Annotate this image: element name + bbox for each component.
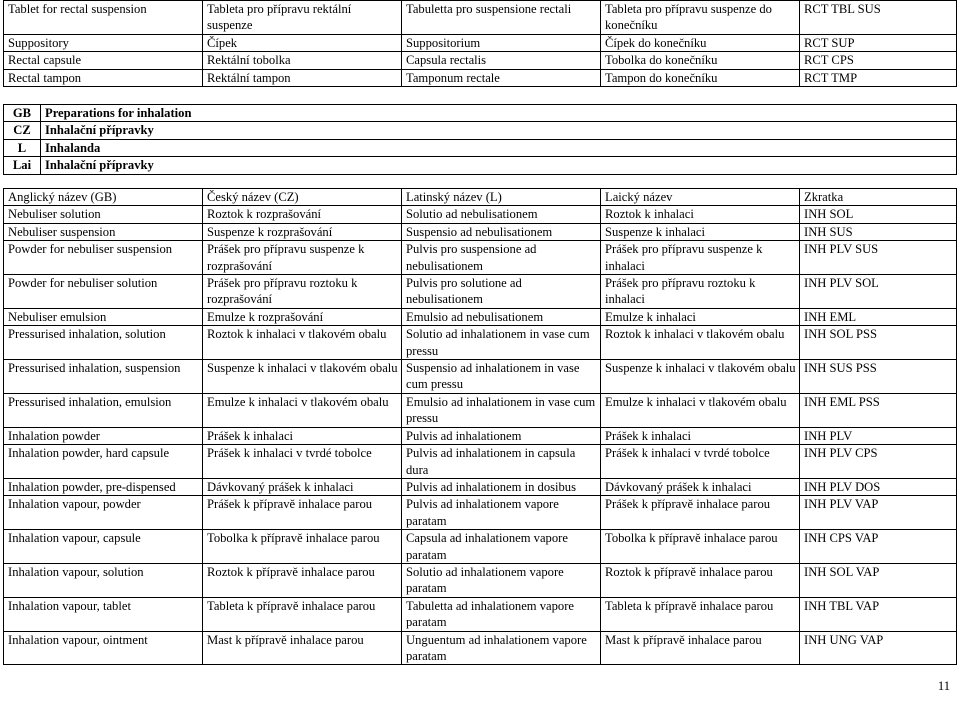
table-cell: Capsula rectalis xyxy=(402,52,601,69)
table-cell: Čípek xyxy=(203,34,402,51)
table-cell: RCT SUP xyxy=(800,34,957,51)
table-header-row xyxy=(4,189,957,206)
table-cell: Nebuliser emulsion xyxy=(4,308,203,325)
table-cell: INH SOL xyxy=(800,206,957,223)
table-cell: Solutio ad nebulisationem xyxy=(402,206,601,223)
table-cell: Suspensio ad nebulisationem xyxy=(402,223,601,240)
table-row xyxy=(4,241,957,275)
table-cell: Emulze k inhalaci v tlakovém obalu xyxy=(203,393,402,427)
table-cell: Inhalation vapour, tablet xyxy=(4,597,203,631)
table-cell: Tableta k přípravě inhalace parou xyxy=(601,597,800,631)
table-cell: Roztok k přípravě inhalace parou xyxy=(203,563,402,597)
table-cell: Inhalation vapour, capsule xyxy=(4,530,203,564)
column-header: Latinský název (L) xyxy=(402,189,601,206)
table-cell: Suspensio ad inhalationem in vase cum pressu xyxy=(402,360,601,394)
table-cell: Roztok k inhalaci xyxy=(601,206,800,223)
table-cell: Prášek k inhalaci xyxy=(203,427,402,444)
table-row xyxy=(4,597,957,631)
table-row xyxy=(4,1,957,35)
table-cell: Emulze k inhalaci xyxy=(601,308,800,325)
table-cell: Roztok k inhalaci v tlakovém obalu xyxy=(203,326,402,360)
section-heading-table xyxy=(3,104,957,175)
language-code: CZ xyxy=(4,122,41,139)
table-cell: INH PLV SUS xyxy=(800,241,957,275)
table-cell: Prášek pro přípravu roztoku k rozprašování xyxy=(203,275,402,309)
table-row xyxy=(4,206,957,223)
table-cell: INH SUS xyxy=(800,223,957,240)
table-cell: Suppositorium xyxy=(402,34,601,51)
table-cell: Prášek k přípravě inhalace parou xyxy=(203,496,402,530)
table-cell: Inhalation vapour, solution xyxy=(4,563,203,597)
table-cell: INH PLV SOL xyxy=(800,275,957,309)
table-cell: Powder for nebuliser suspension xyxy=(4,241,203,275)
table-row xyxy=(4,563,957,597)
table-cell: Pressurised inhalation, solution xyxy=(4,326,203,360)
table-cell: Powder for nebuliser solution xyxy=(4,275,203,309)
table-cell: Rectal capsule xyxy=(4,52,203,69)
table-cell: Tobolka do konečníku xyxy=(601,52,800,69)
table-cell: Unguentum ad inhalationem vapore paratam xyxy=(402,631,601,665)
section-row xyxy=(4,157,957,174)
table-cell: Tobolka k přípravě inhalace parou xyxy=(203,530,402,564)
table-cell: Nebuliser solution xyxy=(4,206,203,223)
table-cell: Suspenze k rozprašování xyxy=(203,223,402,240)
table-row xyxy=(4,445,957,479)
column-header: Anglický název (GB) xyxy=(4,189,203,206)
table-cell: Prášek k inhalaci xyxy=(601,427,800,444)
section-row xyxy=(4,105,957,122)
table-row xyxy=(4,308,957,325)
table-cell: INH PLV CPS xyxy=(800,445,957,479)
table-cell: Rektální tobolka xyxy=(203,52,402,69)
table-cell: Emulsio ad nebulisationem xyxy=(402,308,601,325)
table-cell: Pulvis ad inhalationem xyxy=(402,427,601,444)
section-title: Preparations for inhalation xyxy=(41,105,957,122)
table-row xyxy=(4,275,957,309)
table-row xyxy=(4,427,957,444)
table-cell: Tampon do konečníku xyxy=(601,69,800,86)
table-cell: Tamponum rectale xyxy=(402,69,601,86)
table-cell: Suspenze k inhalaci v tlakovém obalu xyxy=(203,360,402,394)
column-header: Český název (CZ) xyxy=(203,189,402,206)
table-cell: Prášek pro přípravu roztoku k inhalaci xyxy=(601,275,800,309)
table-cell: Inhalation powder, hard capsule xyxy=(4,445,203,479)
table-cell: Prášek pro přípravu suspenze k rozprašování xyxy=(203,241,402,275)
table-cell: INH SUS PSS xyxy=(800,360,957,394)
section-row xyxy=(4,139,957,156)
page-number: 11 xyxy=(937,679,950,693)
table-cell: Mast k přípravě inhalace parou xyxy=(601,631,800,665)
table-row xyxy=(4,496,957,530)
table-cell: Mast k přípravě inhalace parou xyxy=(203,631,402,665)
table-cell: Prášek k přípravě inhalace parou xyxy=(601,496,800,530)
table-cell: Tablet for rectal suspension xyxy=(4,1,203,35)
table-cell: Prášek pro přípravu suspenze k inhalaci xyxy=(601,241,800,275)
table-cell: Tableta k přípravě inhalace parou xyxy=(203,597,402,631)
table-cell: Inhalation vapour, powder xyxy=(4,496,203,530)
language-code: GB xyxy=(4,105,41,122)
language-code: Lai xyxy=(4,157,41,174)
table-cell: Emulze k inhalaci v tlakovém obalu xyxy=(601,393,800,427)
table-cell: Inhalation powder xyxy=(4,427,203,444)
table-cell: INH PLV xyxy=(800,427,957,444)
table-row xyxy=(4,326,957,360)
table-row xyxy=(4,34,957,51)
table-cell: RCT TBL SUS xyxy=(800,1,957,35)
table-cell: Pulvis pro suspensione ad nebulisationem xyxy=(402,241,601,275)
table-cell: Tobolka k přípravě inhalace parou xyxy=(601,530,800,564)
column-header: Zkratka xyxy=(800,189,957,206)
table-cell: Pressurised inhalation, suspension xyxy=(4,360,203,394)
table-cell: INH PLV VAP xyxy=(800,496,957,530)
table-cell: INH EML PSS xyxy=(800,393,957,427)
rectal-forms-table xyxy=(3,0,957,87)
section-title: Inhalační přípravky xyxy=(41,122,957,139)
table-cell: Dávkovaný prášek k inhalaci xyxy=(203,478,402,495)
section-row xyxy=(4,122,957,139)
table-cell: INH SOL PSS xyxy=(800,326,957,360)
table-cell: INH CPS VAP xyxy=(800,530,957,564)
table-cell: Suspenze k inhalaci xyxy=(601,223,800,240)
table-cell: Prášek k inhalaci v tvrdé tobolce xyxy=(601,445,800,479)
table-cell: Tabuletta ad inhalationem vapore paratam xyxy=(402,597,601,631)
table-row xyxy=(4,69,957,86)
language-code: L xyxy=(4,139,41,156)
section-title: Inhalační přípravky xyxy=(41,157,957,174)
table-row xyxy=(4,393,957,427)
table-row xyxy=(4,478,957,495)
table-cell: Emulze k rozprašování xyxy=(203,308,402,325)
table-cell: Inhalation vapour, ointment xyxy=(4,631,203,665)
table-cell: Rektální tampon xyxy=(203,69,402,86)
table-cell: Pulvis ad inhalationem in capsula dura xyxy=(402,445,601,479)
table-cell: Roztok k rozprašování xyxy=(203,206,402,223)
inhalation-forms-table xyxy=(3,188,957,665)
table-cell: Solutio ad inhalationem vapore paratam xyxy=(402,563,601,597)
table-row xyxy=(4,360,957,394)
table-cell: Capsula ad inhalationem vapore paratam xyxy=(402,530,601,564)
table-cell: Pressurised inhalation, emulsion xyxy=(4,393,203,427)
table-cell: Inhalation powder, pre-dispensed xyxy=(4,478,203,495)
table-cell: Nebuliser suspension xyxy=(4,223,203,240)
table-cell: INH TBL VAP xyxy=(800,597,957,631)
table-cell: Tableta pro přípravu rektální suspenze xyxy=(203,1,402,35)
table-cell: Roztok k přípravě inhalace parou xyxy=(601,563,800,597)
table-row xyxy=(4,530,957,564)
table-cell: Emulsio ad inhalationem in vase cum pressu xyxy=(402,393,601,427)
column-header: Laický název xyxy=(601,189,800,206)
table-cell: INH EML xyxy=(800,308,957,325)
table-cell: INH SOL VAP xyxy=(800,563,957,597)
table-cell: INH PLV DOS xyxy=(800,478,957,495)
table-cell: Tableta pro přípravu suspenze do konečníku xyxy=(601,1,800,35)
table-cell: RCT TMP xyxy=(800,69,957,86)
table-row xyxy=(4,223,957,240)
table-row xyxy=(4,631,957,665)
table-cell: Čípek do konečníku xyxy=(601,34,800,51)
table-cell: Pulvis ad inhalationem vapore paratam xyxy=(402,496,601,530)
table-cell: Suppository xyxy=(4,34,203,51)
section-title: Inhalanda xyxy=(41,139,957,156)
table-cell: INH UNG VAP xyxy=(800,631,957,665)
table-cell: Pulvis pro solutione ad nebulisationem xyxy=(402,275,601,309)
table-cell: Dávkovaný prášek k inhalaci xyxy=(601,478,800,495)
table-cell: Rectal tampon xyxy=(4,69,203,86)
table-cell: Prášek k inhalaci v tvrdé tobolce xyxy=(203,445,402,479)
table-cell: Pulvis ad inhalationem in dosibus xyxy=(402,478,601,495)
table-cell: Roztok k inhalaci v tlakovém obalu xyxy=(601,326,800,360)
table-cell: Suspenze k inhalaci v tlakovém obalu xyxy=(601,360,800,394)
table-cell: Solutio ad inhalationem in vase cum pressu xyxy=(402,326,601,360)
table-cell: Tabuletta pro suspensione rectali xyxy=(402,1,601,35)
table-row xyxy=(4,52,957,69)
table-cell: RCT CPS xyxy=(800,52,957,69)
